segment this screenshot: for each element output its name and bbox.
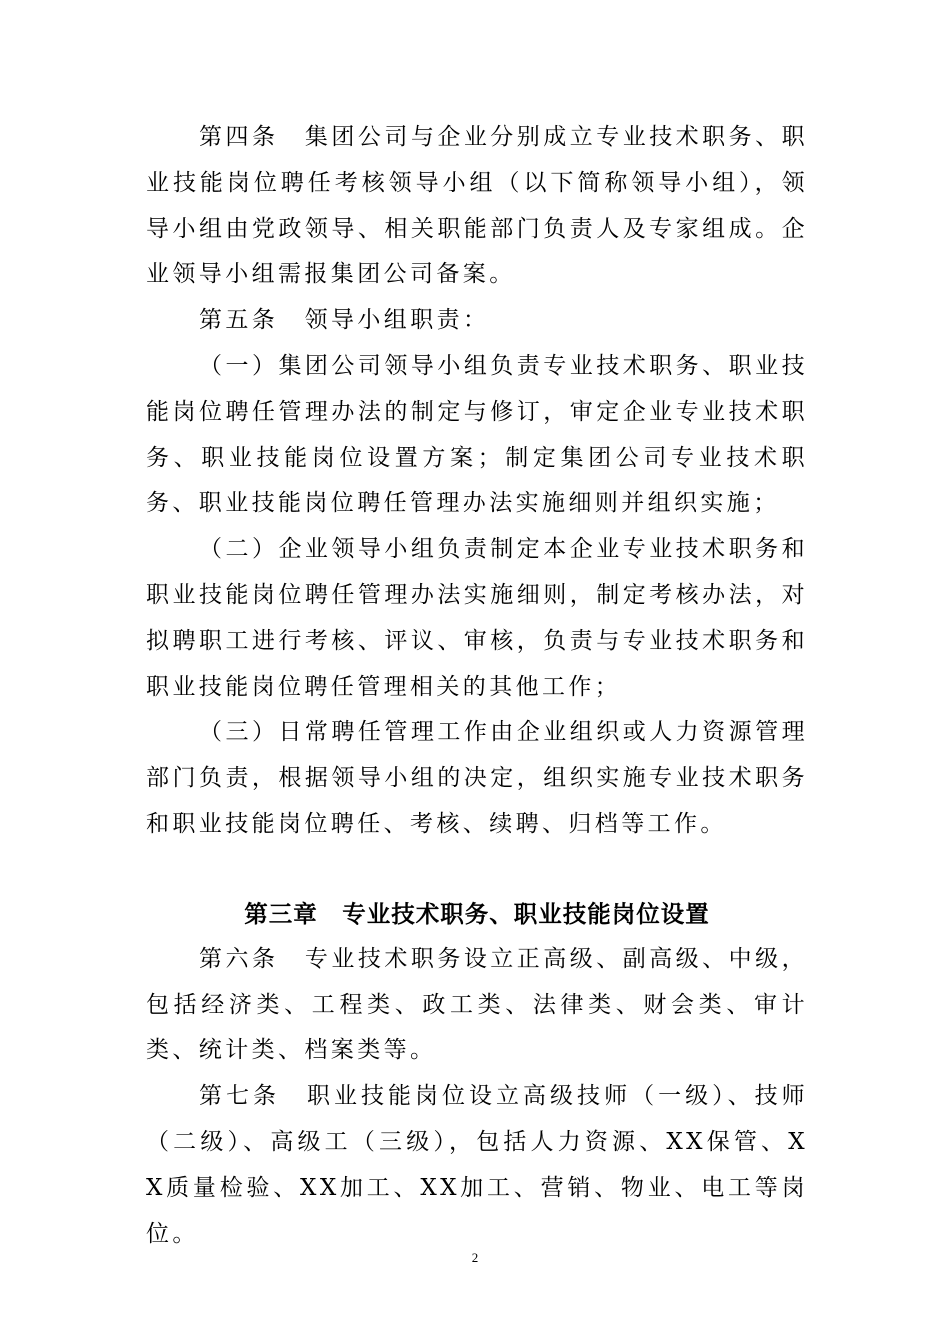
article-5-item-2: （二）企业领导小组负责制定本企业专业技术职务和职业技能岗位聘任管理办法实施细则，制定考核办法，对拟聘职工进行考核、评议、审核，负责与专业技术职务和职业技能岗位聘任管理相关的其他工作；: [146, 536, 808, 700]
page-number: 2: [471, 1250, 479, 1265]
page-body: [146, 115, 808, 1257]
article-5-paragraph: 第五条 领导小组职责：: [199, 307, 490, 334]
article-4-paragraph: 第四条 集团公司与企业分别成立专业技术职务、职业技能岗位聘任考核领导小组（以下简称领导小组），领导小组由党政领导、相关职能部门负责人及专家组成。企业领导小组需报集团公司备案。: [146, 124, 808, 288]
article-5-item-1: （一）集团公司领导小组负责专业技术职务、职业技能岗位聘任管理办法的制定与修订，审定企业专业技术职务、职业技能岗位设置方案；制定集团公司专业技术职务、职业技能岗位聘任管理办法实施细则并组织实施；: [146, 352, 808, 517]
article-5-item-3: （三）日常聘任管理工作由企业组织或人力资源管理部门负责，根据领导小组的决定，组织实施专业技术职务和职业技能岗位聘任、考核、续聘、归档等工作。: [146, 719, 808, 837]
article-7-paragraph: 第七条 职业技能岗位设立高级技师（一级）、技师（二级）、高级工（三级），包括人力资源、XX保管、XX质量检验、XX加工、XX加工、营销、物业、电工等岗位。: [146, 1083, 808, 1247]
chapter-heading: 第三章 专业技术职务、职业技能岗位设置: [244, 899, 710, 928]
article-6-paragraph: 第六条 专业技术职务设立正高级、副高级、中级，包括经济类、工程类、政工类、法律类、财会类、审计类、统计类、档案类等。: [146, 945, 808, 1064]
